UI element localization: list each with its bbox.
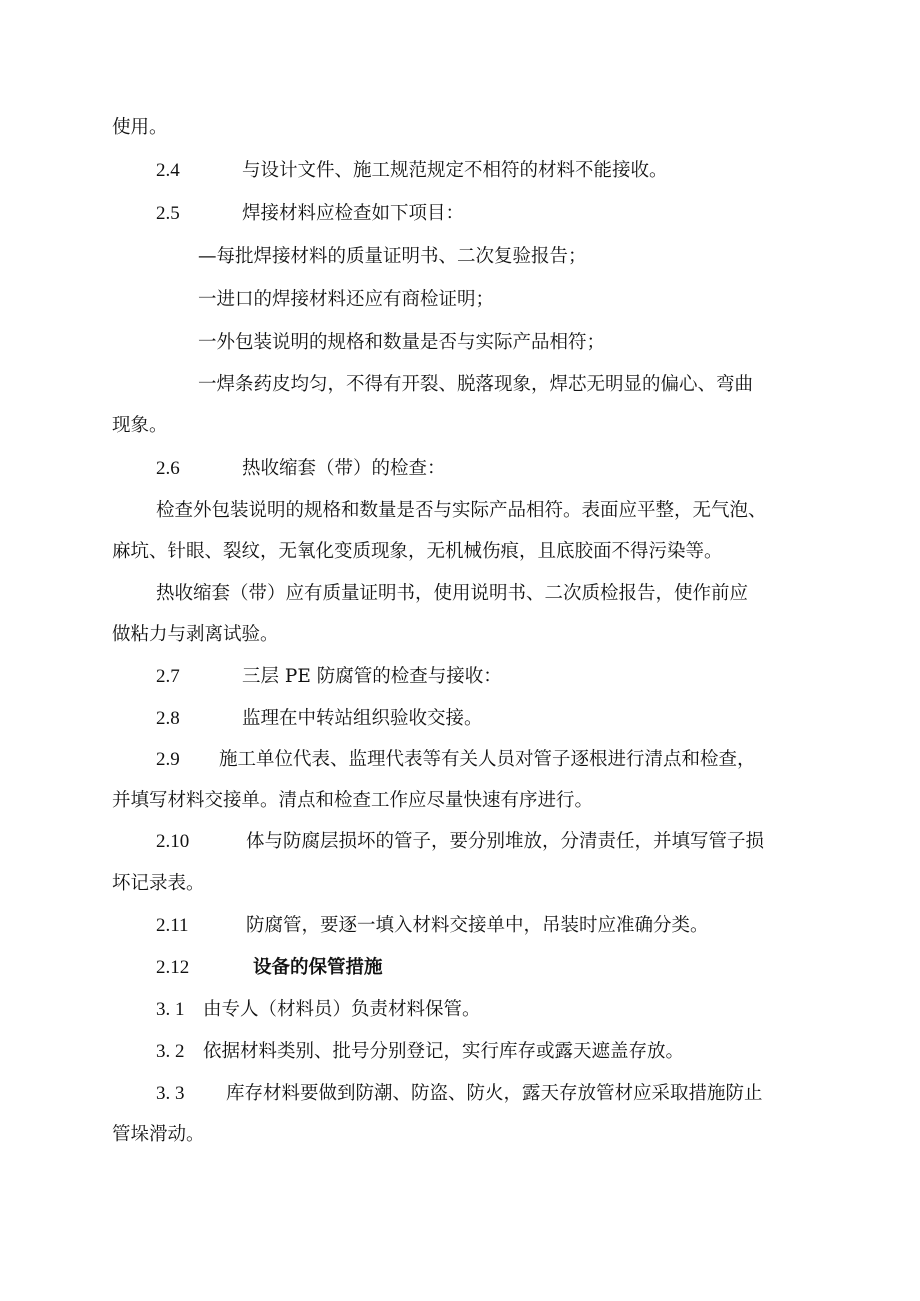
paragraph-line: 热收缩套（带）的检查：: [242, 458, 446, 479]
paragraph-line: 三层 PE 防腐管的检查与接收：: [242, 666, 502, 687]
paragraph-line: 由专人（材料员）负责材料保管。: [203, 999, 481, 1020]
paragraph-line: 检查外包装说明的规格和数量是否与实际产品相符。表面应平整，无气泡、: [156, 500, 767, 521]
paragraph-line: 防腐管，要逐一填入材料交接单中，吊装时应准确分类。: [246, 915, 709, 936]
section-number: 2.6: [156, 458, 180, 479]
section-number: 2.12: [156, 957, 190, 978]
section-number: 2.4: [156, 160, 180, 181]
list-item: 一焊条药皮均匀，不得有开裂、脱落现象，焊芯无明显的偏心、弯曲: [198, 374, 754, 395]
paragraph-line: 依据材料类别、批号分别登记，实行库存或露天遮盖存放。: [203, 1041, 685, 1062]
section-heading: 设备的保管措施: [253, 957, 383, 978]
paragraph-line: 做粘力与剥离试验。: [112, 624, 279, 645]
section-number: 3. 3: [156, 1083, 185, 1104]
paragraph-line: 施工单位代表、监理代表等有关人员对管子逐根进行清点和检查，: [219, 749, 756, 770]
paragraph-line: 焊接材料应检查如下项目：: [242, 203, 465, 224]
section-number: 2.10: [156, 831, 190, 852]
paragraph-line: 库存材料要做到防潮、防盗、防火，露天存放管材应采取措施防止: [226, 1083, 763, 1104]
paragraph-line: 热收缩套（带）应有质量证明书，使用说明书、二次质检报告，使作前应: [156, 583, 749, 604]
section-number: 2.7: [156, 666, 180, 687]
list-item: —每批焊接材料的质量证明书、二次复验报告；: [198, 246, 587, 267]
paragraph-line: 监理在中转站组织验收交接。: [242, 708, 483, 729]
section-number: 2.8: [156, 708, 180, 729]
paragraph-line: 体与防腐层损坏的管子，要分别堆放，分清责任，并填写管子损: [246, 831, 765, 852]
section-number: 3. 1: [156, 999, 185, 1020]
section-number: 2.5: [156, 203, 180, 224]
paragraph-line: 使用。: [112, 117, 168, 138]
paragraph-line: 坏记录表。: [112, 873, 205, 894]
section-number: 2.11: [156, 915, 189, 936]
paragraph-line: 并填写材料交接单。清点和检查工作应尽量快速有序进行。: [112, 790, 594, 811]
paragraph-line: 麻坑、针眼、裂纹，无氧化变质现象，无机械伤痕，且底胶面不得污染等。: [112, 541, 723, 562]
paragraph-line: 与设计文件、施工规范规定不相符的材料不能接收。: [242, 160, 668, 181]
paragraph-line: 管垛滑动。: [112, 1124, 205, 1145]
section-number: 2.9: [156, 749, 180, 770]
list-item: 一进口的焊接材料还应有商检证明；: [198, 289, 495, 310]
list-item: 一外包装说明的规格和数量是否与实际产品相符；: [198, 332, 606, 353]
paragraph-line: 现象。: [112, 415, 168, 436]
section-number: 3. 2: [156, 1041, 185, 1062]
